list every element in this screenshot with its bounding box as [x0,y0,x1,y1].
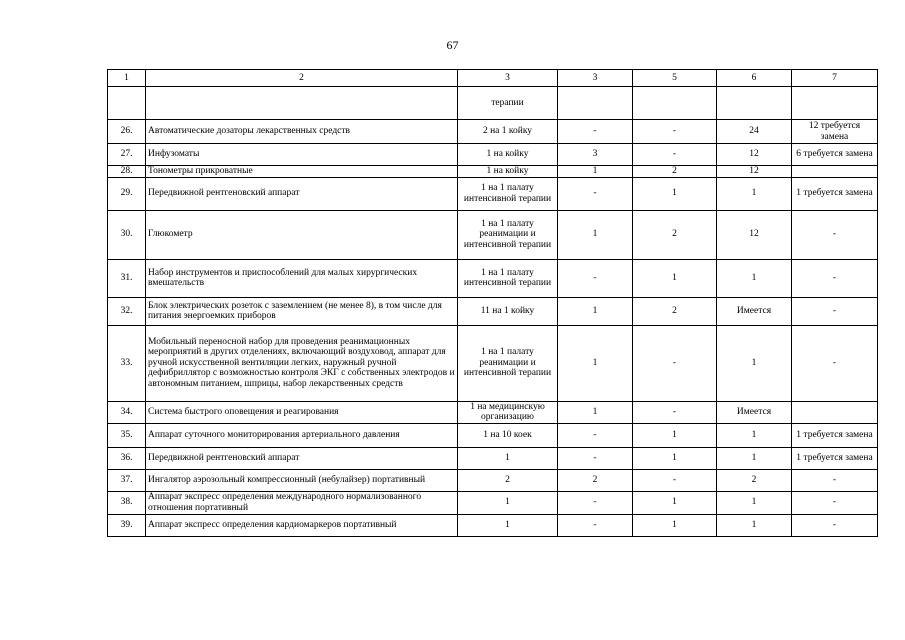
cell-name: Набор инструментов и приспособлений для малых хирургических вмешательств [146,259,458,297]
cell-col6: Имеется [717,401,792,423]
cell-norm: 1 на койку [458,144,558,166]
cell-col4: - [558,423,633,447]
cell-col4: 1 [558,325,633,401]
header-cell: 3 [458,70,558,87]
cell-col5: 1 [633,423,717,447]
cell-num: 39. [108,514,146,536]
cell-num: 29. [108,177,146,210]
cell-name: Автоматические дозаторы лекарственных средств [146,120,458,144]
cell-name: Система быстрого оповещения и реагирования [146,401,458,423]
cell-num: 36. [108,447,146,469]
cell-col6: 1 [717,491,792,514]
header-cell: 6 [717,70,792,87]
cell-col7 [792,166,878,178]
cell-col6: 12 [717,166,792,178]
cell-col4: 1 [558,166,633,178]
cell-col5 [633,87,717,120]
table-row [108,166,878,178]
cell-col5: 1 [633,447,717,469]
cell-col5: 1 [633,177,717,210]
cell-col7 [792,401,878,423]
cell-name: Аппарат суточного мониторирования артериального давления [146,423,458,447]
cell-name: Аппарат экспресс определения кардиомаркеров портативный [146,514,458,536]
cell-norm: 2 [458,469,558,491]
cell-col6: 12 [717,210,792,259]
table-row [108,491,878,514]
cell-col4: - [558,491,633,514]
table-row [108,423,878,447]
cell-col6 [717,87,792,120]
cell-col5: 1 [633,259,717,297]
cell-col7 [792,87,878,120]
table-row [108,469,878,491]
cell-col5: 2 [633,297,717,325]
cell-col6: 1 [717,325,792,401]
table-row [108,210,878,259]
cell-norm: 1 на 1 палату интенсивной терапии [458,259,558,297]
cell-col7: - [792,259,878,297]
cell-col6: 1 [717,259,792,297]
cell-num: 34. [108,401,146,423]
header-cell: 7 [792,70,878,87]
table-row [108,514,878,536]
cell-col7: 1 требуется замена [792,177,878,210]
cell-num: 26. [108,120,146,144]
cell-norm: терапии [458,87,558,120]
cell-col5: 2 [633,166,717,178]
cell-col4: - [558,447,633,469]
page-number: 67 [446,38,459,52]
cell-col6: 2 [717,469,792,491]
cell-col5: 1 [633,514,717,536]
cell-col7: - [792,514,878,536]
continuation-row [108,87,878,120]
cell-col4: 3 [558,144,633,166]
cell-col6: 24 [717,120,792,144]
cell-col7: - [792,469,878,491]
cell-num: 38. [108,491,146,514]
table-row [108,325,878,401]
cell-col7: 1 требуется замена [792,447,878,469]
cell-name: Глюкометр [146,210,458,259]
cell-name: Передвижной рентгеновский аппарат [146,447,458,469]
cell-name: Аппарат экспресс определения международного нормализованного отношения портативный [146,491,458,514]
header-cell: 5 [633,70,717,87]
equipment-table [107,69,878,537]
cell-name: Передвижной рентгеновский аппарат [146,177,458,210]
cell-col6: 12 [717,144,792,166]
table-row [108,447,878,469]
table-row [108,120,878,144]
cell-col4: - [558,177,633,210]
cell-num: 32. [108,297,146,325]
cell-name: Мобильный переносной набор для проведения реанимационных мероприятий в других отделениях, включающий воздуховод, аппарат для ручной искусственной вентиляции легких, наружный ручной дефибриллятор с возможностью контроля ЭКГ с собственных электродов и автономным питанием, шприцы, набор лекарственных средств [146,325,458,401]
cell-col7: 1 требуется замена [792,423,878,447]
cell-col6: Имеется [717,297,792,325]
cell-col5: 2 [633,210,717,259]
cell-col4: - [558,120,633,144]
cell-norm: 1 [458,447,558,469]
cell-norm: 1 на медицинскую организацию [458,401,558,423]
table-row [108,297,878,325]
cell-col4: 1 [558,297,633,325]
cell-name: Блок электрических розеток с заземлением (не менее 8), в том числе для питания энергоемких приборов [146,297,458,325]
cell-num: 30. [108,210,146,259]
cell-col6: 1 [717,423,792,447]
cell-col5: - [633,144,717,166]
cell-name: Инфузоматы [146,144,458,166]
cell-col5: 1 [633,491,717,514]
cell-col4 [558,87,633,120]
cell-norm: 1 [458,514,558,536]
cell-col4: 2 [558,469,633,491]
header-cell: 2 [146,70,458,87]
cell-col6: 1 [717,447,792,469]
cell-name [146,87,458,120]
cell-col7: 6 требуется замена [792,144,878,166]
table-row [108,259,878,297]
cell-num: 27. [108,144,146,166]
cell-norm: 1 на 10 коек [458,423,558,447]
cell-norm: 11 на 1 койку [458,297,558,325]
cell-name: Тонометры прикроватные [146,166,458,178]
header-cell: 3 [558,70,633,87]
cell-num: 37. [108,469,146,491]
table-row [108,144,878,166]
header-cell: 1 [108,70,146,87]
cell-norm: 1 [458,491,558,514]
cell-norm: 1 на 1 палату реанимации и интенсивной терапии [458,325,558,401]
table-row [108,177,878,210]
cell-col4: 1 [558,210,633,259]
cell-col5: - [633,469,717,491]
cell-num: 31. [108,259,146,297]
cell-num: 33. [108,325,146,401]
cell-col5: - [633,120,717,144]
cell-col7: - [792,491,878,514]
cell-col6: 1 [717,177,792,210]
cell-col7: 12 требуется замена [792,120,878,144]
cell-col5: - [633,401,717,423]
cell-norm: 1 на 1 палату реанимации и интенсивной терапии [458,210,558,259]
cell-col4: - [558,514,633,536]
table-row [108,401,878,423]
header-row [108,70,878,87]
cell-col6: 1 [717,514,792,536]
cell-col5: - [633,325,717,401]
cell-norm: 1 на койку [458,166,558,178]
cell-col4: 1 [558,401,633,423]
cell-col7: - [792,210,878,259]
cell-name: Ингалятор аэрозольный компрессионный (небулайзер) портативный [146,469,458,491]
cell-num: 28. [108,166,146,178]
cell-norm: 1 на 1 палату интенсивной терапии [458,177,558,210]
cell-num: 35. [108,423,146,447]
cell-num [108,87,146,120]
cell-norm: 2 на 1 койку [458,120,558,144]
cell-col7: - [792,325,878,401]
cell-col4: - [558,259,633,297]
cell-col7: - [792,297,878,325]
